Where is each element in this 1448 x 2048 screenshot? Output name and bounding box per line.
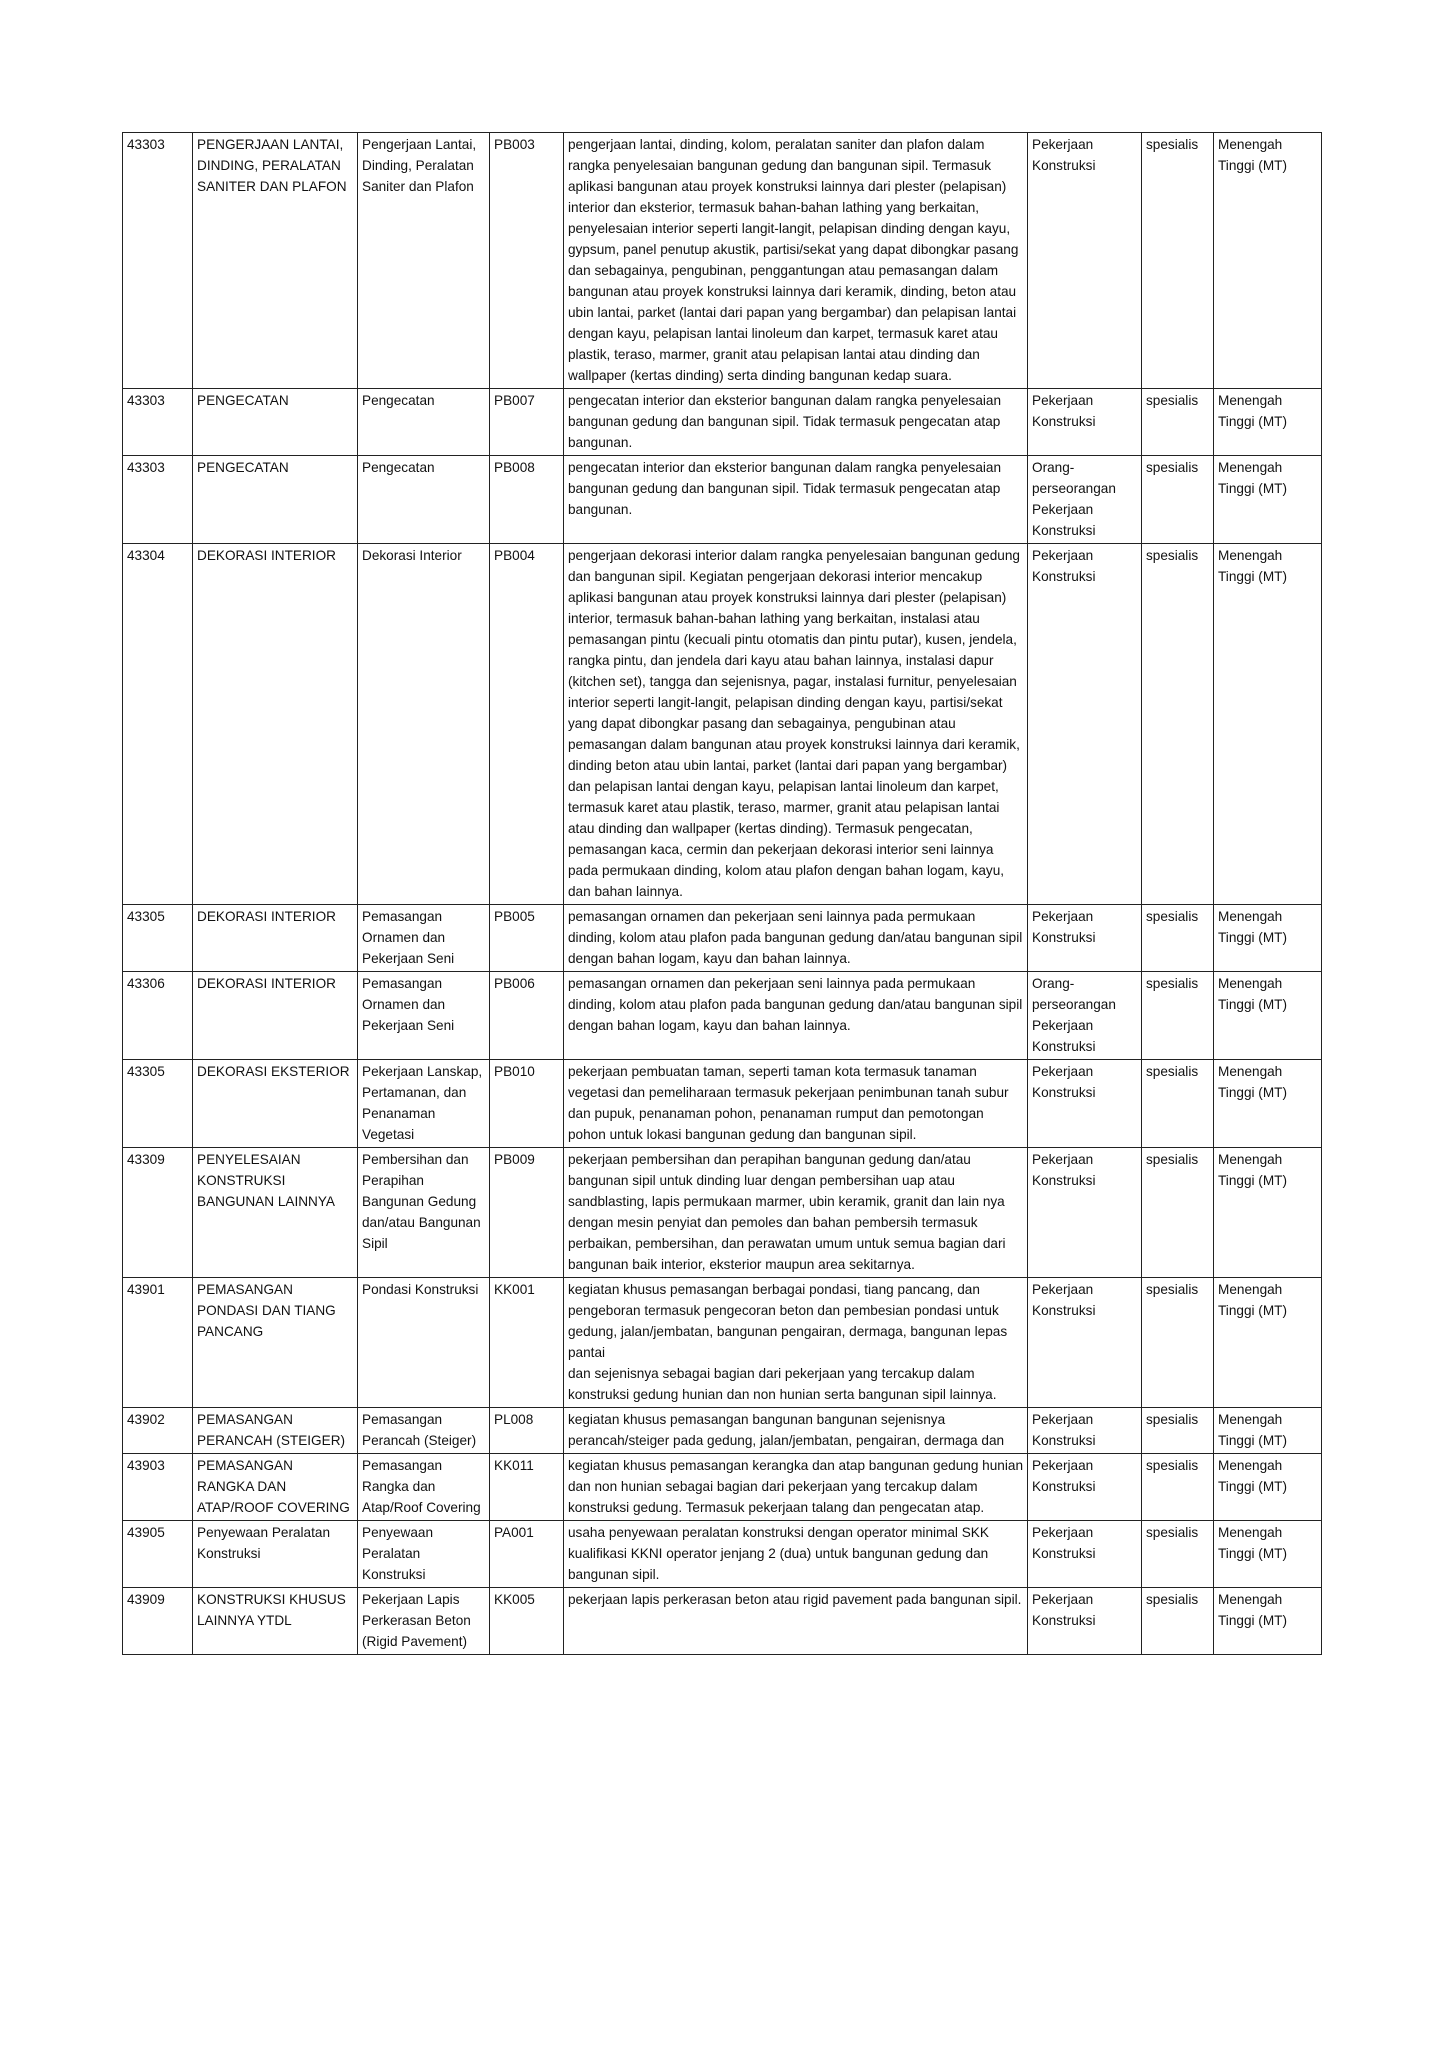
risk-level-cell: Menengah Tinggi (MT) [1214, 1148, 1322, 1278]
table-row [123, 1278, 1322, 1408]
description-cell: pengerjaan lantai, dinding, kolom, peralatan saniter dan plafon dalam rangka penyelesaian bangunan gedung dan bangunan sipil. Termasuk aplikasi bangunan atau proyek konstruksi lainnya dari plester (pelapisan) interior dan eksterior, termasuk bahan-bahan lathing yang berkaitan, penyelesaian interior seperti langit-langit, pelapisan dinding dengan kayu, gypsum, panel penutup akustik, partisi/sekat yang dapat dibongkar pasang dan sebagainya, pengubinan, penggantungan atau pemasangan dalam bangunan atau proyek konstruksi lainnya dari keramik, dinding, beton atau ubin lantai, parket (lantai dari papan yang bergambar) dan pelapisan lantai dengan kayu, pelapisan lantai linoleum dan karpet, termasuk karet atau plastik, teraso, marmer, granit atau pelapisan lantai atau dinding dan wallpaper (kertas dinding) serta dinding bangunan kedap suara. [564, 133, 1028, 389]
table-row [123, 389, 1322, 456]
applicant-cell: Orang-perseorangan Pekerjaan Konstruksi [1028, 456, 1142, 544]
category-cell: PEMASANGAN PERANCAH (STEIGER) [193, 1408, 358, 1454]
applicant-cell: Pekerjaan Konstruksi [1028, 1148, 1142, 1278]
kbli-code-cell: 43305 [123, 905, 193, 972]
sub-code-cell: PB006 [490, 972, 564, 1060]
table-row [123, 544, 1322, 905]
kbli-code-cell: 43306 [123, 972, 193, 1060]
kbli-code-cell: 43309 [123, 1148, 193, 1278]
subcategory-cell: Pemasangan Rangka dan Atap/Roof Covering [358, 1454, 490, 1521]
qualification-cell: spesialis [1142, 1521, 1214, 1588]
kbli-code-cell: 43304 [123, 544, 193, 905]
description-cell: pemasangan ornamen dan pekerjaan seni lainnya pada permukaan dinding, kolom atau plafon pada bangunan gedung dan/atau bangunan sipil dengan bahan logam, kayu dan bahan lainnya. [564, 905, 1028, 972]
category-cell: PEMASANGAN RANGKA DAN ATAP/ROOF COVERING [193, 1454, 358, 1521]
category-cell: PENGECATAN [193, 389, 358, 456]
applicant-cell: Pekerjaan Konstruksi [1028, 133, 1142, 389]
risk-level-cell: Menengah Tinggi (MT) [1214, 1454, 1322, 1521]
applicant-cell: Pekerjaan Konstruksi [1028, 1408, 1142, 1454]
category-cell: PEMASANGAN PONDASI DAN TIANG PANCANG [193, 1278, 358, 1408]
applicant-cell: Pekerjaan Konstruksi [1028, 389, 1142, 456]
subcategory-cell: Pengecatan [358, 389, 490, 456]
kbli-code-cell: 43305 [123, 1060, 193, 1148]
kbli-code-cell: 43303 [123, 456, 193, 544]
description-cell: pengecatan interior dan eksterior bangunan dalam rangka penyelesaian bangunan gedung dan bangunan sipil. Tidak termasuk pengecatan atap bangunan. [564, 456, 1028, 544]
risk-level-cell: Menengah Tinggi (MT) [1214, 389, 1322, 456]
description-cell: kegiatan khusus pemasangan bangunan bangunan sejenisnya perancah/steiger pada gedung, jalan/jembatan, pengairan, dermaga dan [564, 1408, 1028, 1454]
description-cell: kegiatan khusus pemasangan kerangka dan atap bangunan gedung hunian dan non hunian sebagai bagian dari pekerjaan yang tercakup dalam konstruksi gedung. Termasuk pekerjaan talang dan pengecatan atap. [564, 1454, 1028, 1521]
subcategory-cell: Pembersihan dan Perapihan Bangunan Gedung dan/atau Bangunan Sipil [358, 1148, 490, 1278]
sub-code-cell: KK005 [490, 1588, 564, 1655]
qualification-cell: spesialis [1142, 1278, 1214, 1408]
subcategory-cell: Dekorasi Interior [358, 544, 490, 905]
risk-level-cell: Menengah Tinggi (MT) [1214, 1060, 1322, 1148]
subcategory-cell: Pemasangan Ornamen dan Pekerjaan Seni [358, 905, 490, 972]
qualification-cell: spesialis [1142, 1454, 1214, 1521]
applicant-cell: Pekerjaan Konstruksi [1028, 1278, 1142, 1408]
qualification-cell: spesialis [1142, 1408, 1214, 1454]
table-row [123, 905, 1322, 972]
qualification-cell: spesialis [1142, 544, 1214, 905]
subcategory-cell: Pekerjaan Lanskap, Pertamanan, dan Penanaman Vegetasi [358, 1060, 490, 1148]
subcategory-cell: Pekerjaan Lapis Perkerasan Beton (Rigid Pavement) [358, 1588, 490, 1655]
sub-code-cell: PB008 [490, 456, 564, 544]
risk-level-cell: Menengah Tinggi (MT) [1214, 1588, 1322, 1655]
risk-level-cell: Menengah Tinggi (MT) [1214, 972, 1322, 1060]
applicant-cell: Pekerjaan Konstruksi [1028, 1454, 1142, 1521]
sub-code-cell: PB004 [490, 544, 564, 905]
applicant-cell: Pekerjaan Konstruksi [1028, 1521, 1142, 1588]
qualification-cell: spesialis [1142, 972, 1214, 1060]
applicant-cell: Orang-perseorangan Pekerjaan Konstruksi [1028, 972, 1142, 1060]
subcategory-cell: Pengecatan [358, 456, 490, 544]
risk-level-cell: Menengah Tinggi (MT) [1214, 1408, 1322, 1454]
category-cell: DEKORASI INTERIOR [193, 905, 358, 972]
category-cell: Penyewaan Peralatan Konstruksi [193, 1521, 358, 1588]
sub-code-cell: PB010 [490, 1060, 564, 1148]
sub-code-cell: PB005 [490, 905, 564, 972]
sub-code-cell: PB003 [490, 133, 564, 389]
table-row [123, 1060, 1322, 1148]
sub-code-cell: PB007 [490, 389, 564, 456]
risk-level-cell: Menengah Tinggi (MT) [1214, 905, 1322, 972]
kbli-code-cell: 43909 [123, 1588, 193, 1655]
sub-code-cell: PB009 [490, 1148, 564, 1278]
applicant-cell: Pekerjaan Konstruksi [1028, 1588, 1142, 1655]
description-cell: usaha penyewaan peralatan konstruksi dengan operator minimal SKK kualifikasi KKNI operator jenjang 2 (dua) untuk bangunan gedung dan bangunan sipil. [564, 1521, 1028, 1588]
category-cell: PENYELESAIAN KONSTRUKSI BANGUNAN LAINNYA [193, 1148, 358, 1278]
kbli-code-cell: 43303 [123, 133, 193, 389]
description-cell: pemasangan ornamen dan pekerjaan seni lainnya pada permukaan dinding, kolom atau plafon pada bangunan gedung dan/atau bangunan sipil dengan bahan logam, kayu dan bahan lainnya. [564, 972, 1028, 1060]
qualification-cell: spesialis [1142, 1148, 1214, 1278]
kbli-code-cell: 43303 [123, 389, 193, 456]
subcategory-cell: Penyewaan Peralatan Konstruksi [358, 1521, 490, 1588]
table-row [123, 1588, 1322, 1655]
risk-level-cell: Menengah Tinggi (MT) [1214, 544, 1322, 905]
kbli-code-cell: 43902 [123, 1408, 193, 1454]
table-row [123, 972, 1322, 1060]
table-row [123, 1408, 1322, 1454]
category-cell: KONSTRUKSI KHUSUS LAINNYA YTDL [193, 1588, 358, 1655]
qualification-cell: spesialis [1142, 133, 1214, 389]
applicant-cell: Pekerjaan Konstruksi [1028, 1060, 1142, 1148]
table-row [123, 1148, 1322, 1278]
subcategory-cell: Pengerjaan Lantai, Dinding, Peralatan Saniter dan Plafon [358, 133, 490, 389]
table-row [123, 456, 1322, 544]
qualification-cell: spesialis [1142, 905, 1214, 972]
risk-level-cell: Menengah Tinggi (MT) [1214, 1278, 1322, 1408]
table-row [123, 133, 1322, 389]
qualification-cell: spesialis [1142, 1060, 1214, 1148]
description-cell: pekerjaan lapis perkerasan beton atau rigid pavement pada bangunan sipil. [564, 1588, 1028, 1655]
kbli-table [122, 132, 1322, 1655]
kbli-code-cell: 43905 [123, 1521, 193, 1588]
table-row [123, 1454, 1322, 1521]
qualification-cell: spesialis [1142, 1588, 1214, 1655]
sub-code-cell: KK001 [490, 1278, 564, 1408]
sub-code-cell: PL008 [490, 1408, 564, 1454]
table-row [123, 1521, 1322, 1588]
description-cell: pekerjaan pembersihan dan perapihan bangunan gedung dan/atau bangunan sipil untuk dinding luar dengan pembersihan uap atau sandblasting, lapis permukaan marmer, ubin keramik, granit dan lain nya dengan mesin penyiat dan pemoles dan bahan pembersih termasuk perbaikan, pembersihan, dan perawatan umum untuk semua bagian dari bangunan baik interior, eksterior maupun area sekitarnya. [564, 1148, 1028, 1278]
subcategory-cell: Pondasi Konstruksi [358, 1278, 490, 1408]
qualification-cell: spesialis [1142, 456, 1214, 544]
description-cell: pengecatan interior dan eksterior bangunan dalam rangka penyelesaian bangunan gedung dan bangunan sipil. Tidak termasuk pengecatan atap bangunan. [564, 389, 1028, 456]
category-cell: DEKORASI EKSTERIOR [193, 1060, 358, 1148]
risk-level-cell: Menengah Tinggi (MT) [1214, 456, 1322, 544]
sub-code-cell: KK011 [490, 1454, 564, 1521]
subcategory-cell: Pemasangan Ornamen dan Pekerjaan Seni [358, 972, 490, 1060]
sub-code-cell: PA001 [490, 1521, 564, 1588]
description-cell: pengerjaan dekorasi interior dalam rangka penyelesaian bangunan gedung dan bangunan sipil. Kegiatan pengerjaan dekorasi interior mencakup aplikasi bangunan atau proyek konstruksi lainnya dari plester (pelapisan) interior, termasuk bahan-bahan lathing yang berkaitan, instalasi atau pemasangan pintu (kecuali pintu otomatis dan pintu putar), kusen, jendela, rangka pintu, dan jendela dari kayu atau bahan lainnya, instalasi dapur (kitchen set), tangga dan sejenisnya, pagar, instalasi furnitur, penyelesaian interior seperti langit-langit, pelapisan dinding dengan kayu, partisi/sekat yang dapat dibongkar pasang dan sebagainya, pengubinan atau pemasangan dalam bangunan atau proyek konstruksi lainnya dari keramik, dinding beton atau ubin lantai, parket (lantai dari papan yang bergambar) dan pelapisan lantai dengan kayu, pelapisan lantai linoleum dan karpet, termasuk karet atau plastik, teraso, marmer, granit atau pelapisan lantai atau dinding dan wallpaper (kertas dinding). Termasuk pengecatan, pemasangan kaca, cermin dan pekerjaan dekorasi interior seni lainnya pada permukaan dinding, kolom atau plafon dengan bahan logam, kayu, dan bahan lainnya. [564, 544, 1028, 905]
kbli-code-cell: 43901 [123, 1278, 193, 1408]
kbli-table-body [123, 133, 1322, 1655]
subcategory-cell: Pemasangan Perancah (Steiger) [358, 1408, 490, 1454]
category-cell: PENGECATAN [193, 456, 358, 544]
applicant-cell: Pekerjaan Konstruksi [1028, 544, 1142, 905]
risk-level-cell: Menengah Tinggi (MT) [1214, 133, 1322, 389]
category-cell: PENGERJAAN LANTAI, DINDING, PERALATAN SANITER DAN PLAFON [193, 133, 358, 389]
kbli-code-cell: 43903 [123, 1454, 193, 1521]
qualification-cell: spesialis [1142, 389, 1214, 456]
description-cell: pekerjaan pembuatan taman, seperti taman kota termasuk tanaman vegetasi dan pemeliharaan termasuk pekerjaan penimbunan tanah subur dan pupuk, penanaman pohon, penanaman rumput dan pemotongan pohon untuk lokasi bangunan gedung dan bangunan sipil. [564, 1060, 1028, 1148]
description-cell: kegiatan khusus pemasangan berbagai pondasi, tiang pancang, dan pengeboran termasuk pengecoran beton dan pembesian pondasi untuk gedung, jalan/jembatan, bangunan pengairan, dermaga, bangunan lepas pantai dan sejenisnya sebagai bagian dari pekerjaan yang tercakup dalam konstruksi gedung hunian dan non hunian serta bangunan sipil lainnya. [564, 1278, 1028, 1408]
category-cell: DEKORASI INTERIOR [193, 972, 358, 1060]
category-cell: DEKORASI INTERIOR [193, 544, 358, 905]
risk-level-cell: Menengah Tinggi (MT) [1214, 1521, 1322, 1588]
applicant-cell: Pekerjaan Konstruksi [1028, 905, 1142, 972]
